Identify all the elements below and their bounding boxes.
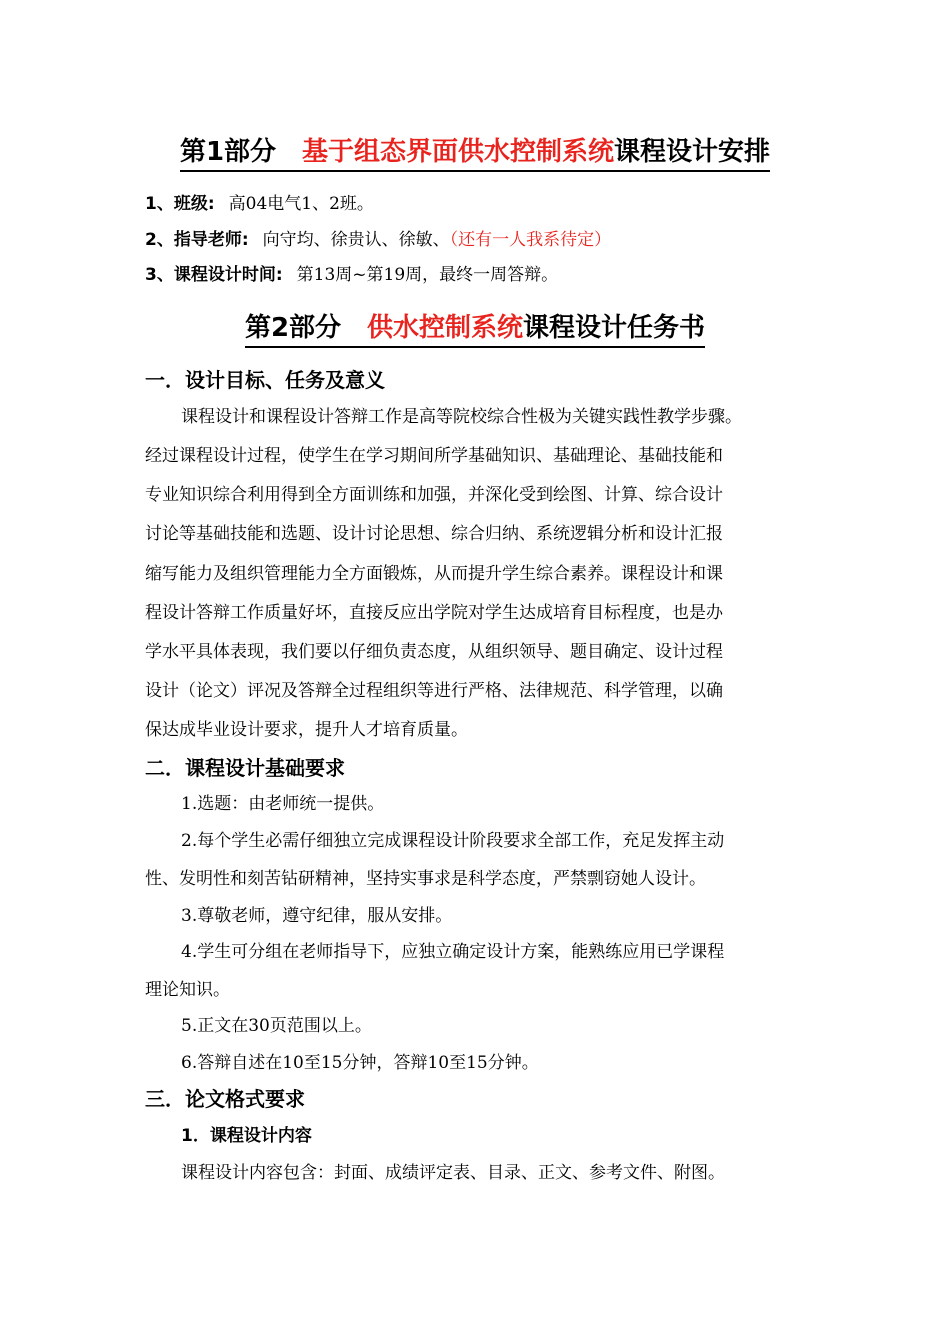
part2-title <box>0 311 950 348</box>
section3-line: 课程设计内容包含：封面、成绩评定表、目录、正文、参考文件、附图。 <box>181 1163 725 1183</box>
section2-line: 5.正文在30页范围以上。 <box>181 1016 372 1036</box>
info-class <box>145 192 374 216</box>
info-time-label: 3、课程设计时间: <box>145 265 283 285</box>
section2-line: 性、发明性和刻苦钻研精神，坚持实事求是科学态度，严禁剽窃她人设计。 <box>145 869 706 889</box>
section2-line: 理论知识。 <box>145 980 230 1000</box>
section2-heading: 二．课程设计基础要求 <box>145 756 345 780</box>
section1-line: 设计（论文）评况及答辩全过程组织等进行严格、法律规范、科学管理，以确 <box>145 681 723 701</box>
part1-prefix: 第1部分 <box>179 137 277 167</box>
info-class-label: 1、班级: <box>145 194 215 214</box>
section2-line: 4.学生可分组在老师指导下，应独立确定设计方案，能熟练应用已学课程 <box>181 942 725 962</box>
info-teachers-label: 2、指导老师: <box>145 230 249 250</box>
section1-line: 讨论等基础技能和选题、设计讨论思想、综合归纳、系统逻辑分析和设计汇报 <box>145 524 723 544</box>
section2-line: 3.尊敬老师，遵守纪律，服从安排。 <box>181 906 453 926</box>
info-time-value: 第13周~第19周，最终一周答辩。 <box>296 265 559 285</box>
section1-line: 缩写能力及组织管理能力全方面锻炼，从而提升学生综合素养。课程设计和课 <box>145 564 723 584</box>
info-teachers <box>145 228 611 252</box>
section3-heading: 三．论文格式要求 <box>145 1087 305 1111</box>
part1-suffix: 课程设计安排 <box>614 137 771 167</box>
section2-line: 2.每个学生必需仔细独立完成课程设计阶段要求全部工作，充足发挥主动 <box>181 831 725 851</box>
info-time <box>145 263 558 287</box>
section1-line: 学水平具体表现，我们要以仔细负责态度，从组织领导、题目确定、设计过程 <box>145 642 723 662</box>
section1-line: 保达成毕业设计要求，提升人才培育质量。 <box>145 720 468 740</box>
info-teachers-note: （还有一人我系待定） <box>449 230 612 250</box>
part1-title <box>0 135 950 172</box>
section2-line: 1.选题：由老师统一提供。 <box>181 794 385 814</box>
info-class-value: 高04电气1、2班。 <box>228 194 374 214</box>
part2-suffix: 课程设计任务书 <box>523 313 706 343</box>
part1-highlight: 基于组态界面供水控制系统 <box>302 137 615 167</box>
part2-highlight: 供水控制系统 <box>367 313 524 343</box>
section1-line: 课程设计和课程设计答辩工作是高等院校综合性极为关键实践性教学步骤。 <box>181 407 742 427</box>
section1-line: 程设计答辩工作质量好坏，直接反应出学院对学生达成培育目标程度，也是办 <box>145 603 723 623</box>
section1-heading: 一．设计目标、任务及意义 <box>145 368 385 392</box>
section2-line: 6.答辩自述在10至15分钟，答辩10至15分钟。 <box>181 1053 539 1073</box>
section1-line: 专业知识综合利用得到全方面训练和加强，并深化受到绘图、计算、综合设计 <box>145 485 723 505</box>
part2-prefix: 第2部分 <box>244 313 342 343</box>
info-teachers-value: 向守均、徐贵认、徐敏、 <box>262 230 450 250</box>
section1-line: 经过课程设计过程，使学生在学习期间所学基础知识、基础理论、基础技能和 <box>145 446 723 466</box>
section3-subheading: 1．课程设计内容 <box>181 1126 312 1146</box>
